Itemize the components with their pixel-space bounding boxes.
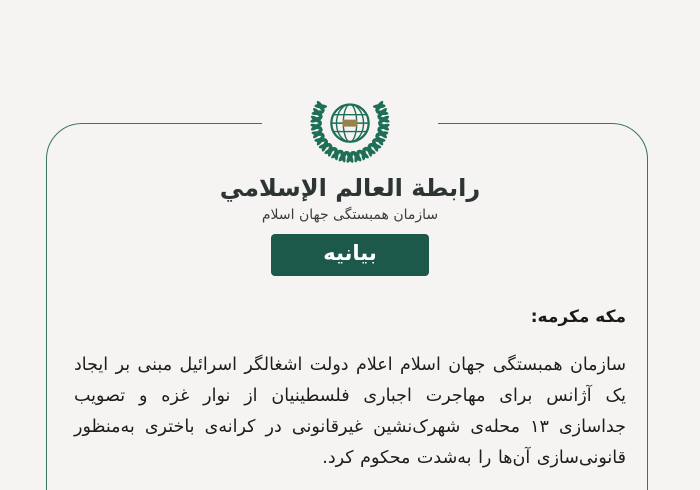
- banner-label: بیانیه: [323, 241, 377, 266]
- mwl-logo: [294, 80, 406, 170]
- calligraphy-title: رابطة العالم الإسلامي: [219, 174, 481, 202]
- greeting-line: مکه مکرمه:: [530, 307, 626, 327]
- paragraph-line: یک آژانس برای مهاجرت اجباری فلسطینیان از نوار غزه و تصویب: [74, 386, 626, 406]
- paragraph-line: قانونی‌سازی آن‌ها را به‌شدت محکوم کرد.: [322, 448, 626, 468]
- statement-body: [74, 300, 626, 474]
- wreath-globe-icon: [294, 80, 406, 170]
- statement-banner: [271, 234, 429, 276]
- header: [0, 80, 700, 276]
- paragraph-line: سازمان همبستگی جهان اسلام اعلام دولت اشغالگر اسرائیل مبنی بر ایجاد: [74, 355, 626, 375]
- organization-subtitle: سازمان همبستگی جهان اسلام: [261, 207, 439, 224]
- paragraph-line: جداسازی ۱۳ محله‌ی شهرک‌نشین غیرقانونی در کرانه‌ی باختری به‌منظور: [74, 417, 626, 437]
